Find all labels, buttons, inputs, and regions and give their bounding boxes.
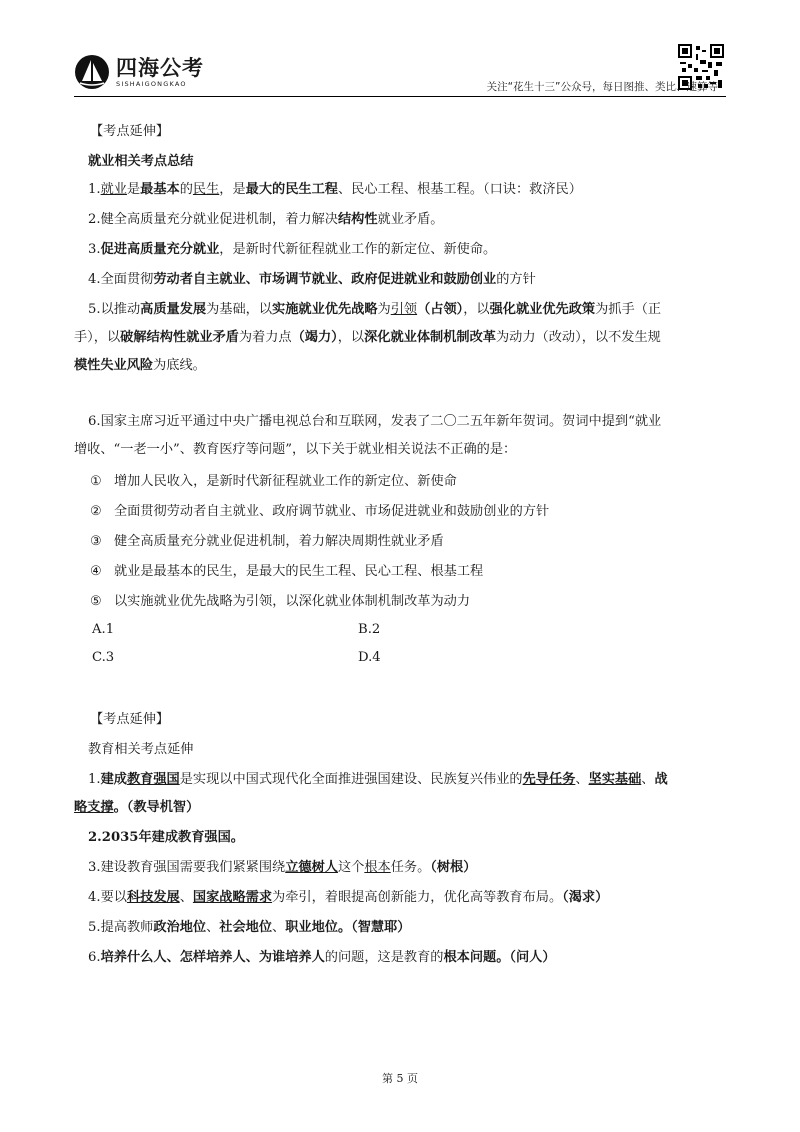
s2-point-1-line2: 略支撑。（教导机智） — [74, 800, 200, 815]
page-header — [0, 0, 800, 100]
brand-logo — [74, 54, 204, 90]
section1-tag: 【考点延伸】 — [90, 124, 170, 139]
section2-tag: 【考点延伸】 — [90, 712, 170, 727]
s1-point-5-line1: 5.以推动高质量发展为基础，以实施就业优先战略为引领（占领），以强化就业优先政策为抓手（正 — [88, 302, 662, 317]
s2-point-4: 4.要以科技发展、国家战略需求为牵引，着眼提高创新能力，优化高等教育布局。（渴求） — [88, 890, 609, 905]
logo-english: SISHAIGONGKAO — [116, 79, 187, 88]
s1-point-3: 3.促进高质量充分就业，是新时代新征程就业工作的新定位、新使命。 — [88, 242, 497, 257]
statement-item: ③ 健全高质量充分就业促进机制，着力解决周期性就业矛盾 — [90, 534, 444, 549]
s2-point-6: 6.培养什么人、怎样培养人、为谁培养人的问题，这是教育的根本问题。（问人） — [88, 950, 556, 965]
question-stem-line2: 增收、“一老一小”、教育医疗等问题”，以下关于就业相关说法不正确的是： — [74, 442, 517, 457]
option-b[interactable]: B.2 — [358, 622, 381, 637]
header-divider — [74, 96, 726, 97]
statement-item: ④ 就业是最基本的民生，是最大的民生工程、民心工程、根基工程 — [90, 564, 484, 579]
question-stem-line1: 6.国家主席习近平通过中央广播电视总台和互联网，发表了二〇二五年新年贺词。贺词中提到“就业 — [88, 414, 662, 429]
option-a[interactable]: A.1 — [92, 622, 115, 637]
s1-point-2: 2.健全高质量充分就业促进机制，着力解决结构性就业矛盾。 — [88, 212, 444, 227]
section1-title: 就业相关考点总结 — [88, 154, 194, 169]
page-number: 第 5 页 — [382, 1072, 418, 1085]
sail-logo-icon — [74, 54, 110, 90]
s1-point-4: 4.全面贯彻劳动者自主就业、市场调节就业、政府促进就业和鼓励创业的方针 — [88, 272, 536, 287]
s2-point-5: 5.提高教师政治地位、社会地位、职业地位。（智慧耶） — [88, 920, 411, 935]
section2-title: 教育相关考点延伸 — [88, 742, 194, 757]
s1-point-5-line3: 模性失业风险为底线。 — [74, 358, 206, 373]
header-note: 关注“花生十三”公众号，每日图推、类比、速算等 — [486, 81, 718, 93]
option-c[interactable]: C.3 — [92, 650, 115, 665]
s2-point-1-line1: 1.建成教育强国是实现以中国式现代化全面推进强国建设、民族复兴伟业的先导任务、坚实基础、战 — [88, 772, 668, 787]
s1-point-5-line2: 手），以破解结构性就业矛盾为着力点（竭力），以深化就业体制机制改革为动力（改动），以不发生规 — [74, 330, 661, 345]
s2-point-3: 3.建设教育强国需要我们紧紧围绕立德树人这个根本任务。（树根） — [88, 860, 477, 875]
statement-item: ② 全面贯彻劳动者自主就业、政府调节就业、市场促进就业和鼓励创业的方针 — [90, 504, 550, 519]
s2-point-2: 2.2035年建成教育强国。 — [88, 830, 244, 845]
s1-point-1: 1.就业是最基本的民生，是最大的民生工程、民心工程、根基工程。（口诀：救济民） — [88, 182, 582, 197]
logo-chinese: 四海公考 — [116, 55, 204, 80]
statement-item: ⑤ 以实施就业优先战略为引领，以深化就业体制机制改革为动力 — [90, 594, 471, 609]
option-d[interactable]: D.4 — [358, 650, 381, 665]
statement-item: ① 增加人民收入，是新时代新征程就业工作的新定位、新使命 — [90, 474, 457, 489]
